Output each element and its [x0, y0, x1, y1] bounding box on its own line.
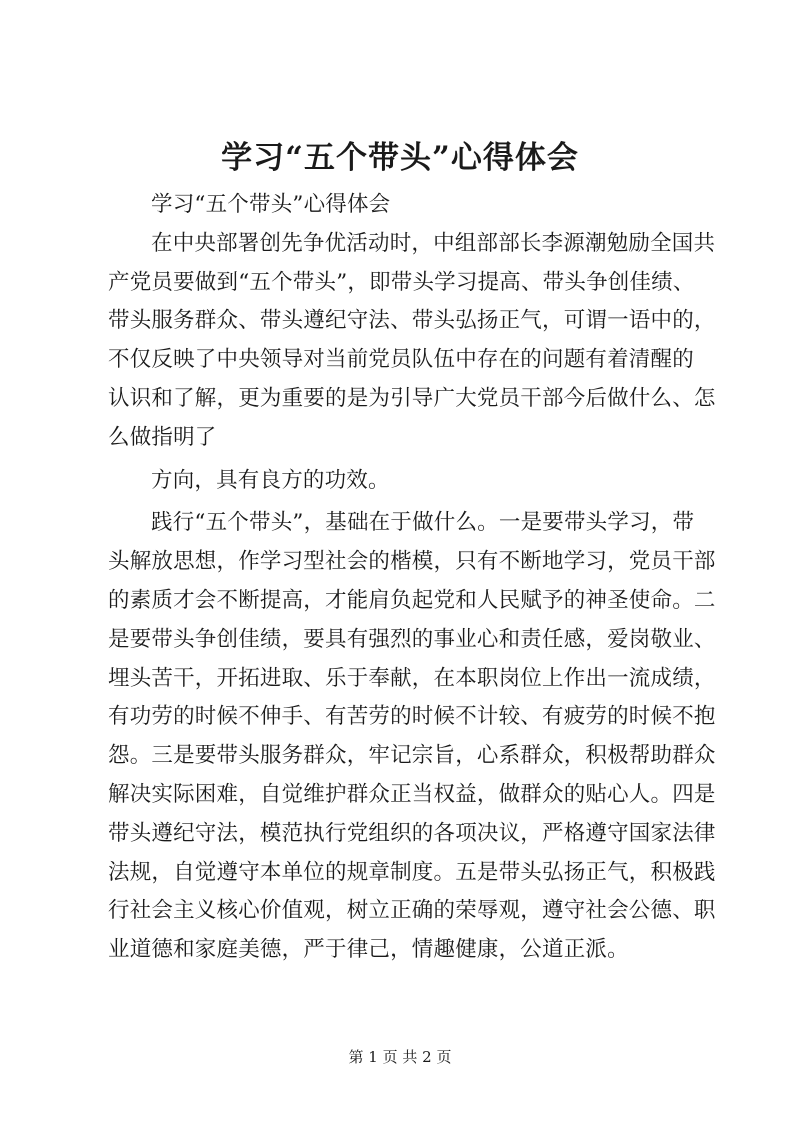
paragraph-line: 头解放思想，作学习型社会的楷模，只有不断地学习，党员干部: [108, 549, 716, 575]
subtitle-line: 学习“五个带头”心得体会: [151, 192, 391, 217]
paragraph-line: 是要带头争创佳绩，要具有强烈的事业心和责任感，爱岗敬业、: [108, 626, 716, 652]
paragraph-line: 怨。三是要带头服务群众，牢记宗旨，心系群众，积极帮助群众: [108, 743, 716, 769]
paragraph-line: 方向，具有良方的功效。: [151, 467, 390, 493]
paragraph-line: 不仅反映了中央领导对当前党员队伍中存在的问题有着清醒的: [108, 347, 694, 373]
document-title: 学习“五个带头”心得体会: [221, 140, 579, 176]
paragraph-line: 带头遵纪守法，模范执行党组织的各项决议，严格遵守国家法律: [108, 820, 716, 846]
paragraph-line: 么做指明了: [108, 424, 217, 450]
paragraph-line: 业道德和家庭美德，严于律己，情趣健康，公道正派。: [108, 937, 629, 963]
paragraph-line: 在中央部署创先争优活动时，中组部部长李源潮勉励全国共: [151, 230, 716, 256]
paragraph-line: 的素质才会不断提高，才能肩负起党和人民赋予的神圣使命。二: [108, 587, 716, 613]
paragraph-line: 认识和了解，更为重要的是为引导广大党员干部今后做什么、怎: [108, 385, 716, 411]
paragraph-line: 有功劳的时候不伸手、有苦劳的时候不计较、有疲劳的时候不抱: [108, 704, 716, 730]
paragraph-line: 带头服务群众、带头遵纪守法、带头弘扬正气，可谓一语中的，: [108, 308, 716, 334]
paragraph-line: 行社会主义核心价值观，树立正确的荣辱观，遵守社会公德、职: [108, 898, 716, 924]
paragraph-line: 解决实际困难，自觉维护群众正当权益，做群众的贴心人。四是: [108, 781, 716, 807]
paragraph-line: 产党员要做到“五个带头”，即带头学习提高、带头争创佳绩、: [108, 269, 695, 295]
paragraph-line: 践行“五个带头”，基础在于做什么。一是要带头学习，带: [151, 510, 695, 536]
paragraph-line: 法规，自觉遵守本单位的规章制度。五是带头弘扬正气，积极践: [108, 859, 716, 885]
page-footer: 第 1 页 共 2 页: [348, 1048, 452, 1066]
paragraph-line: 埋头苦干，开拓进取、乐于奉献，在本职岗位上作出一流成绩，: [108, 665, 716, 691]
document-body: [108, 186, 716, 970]
